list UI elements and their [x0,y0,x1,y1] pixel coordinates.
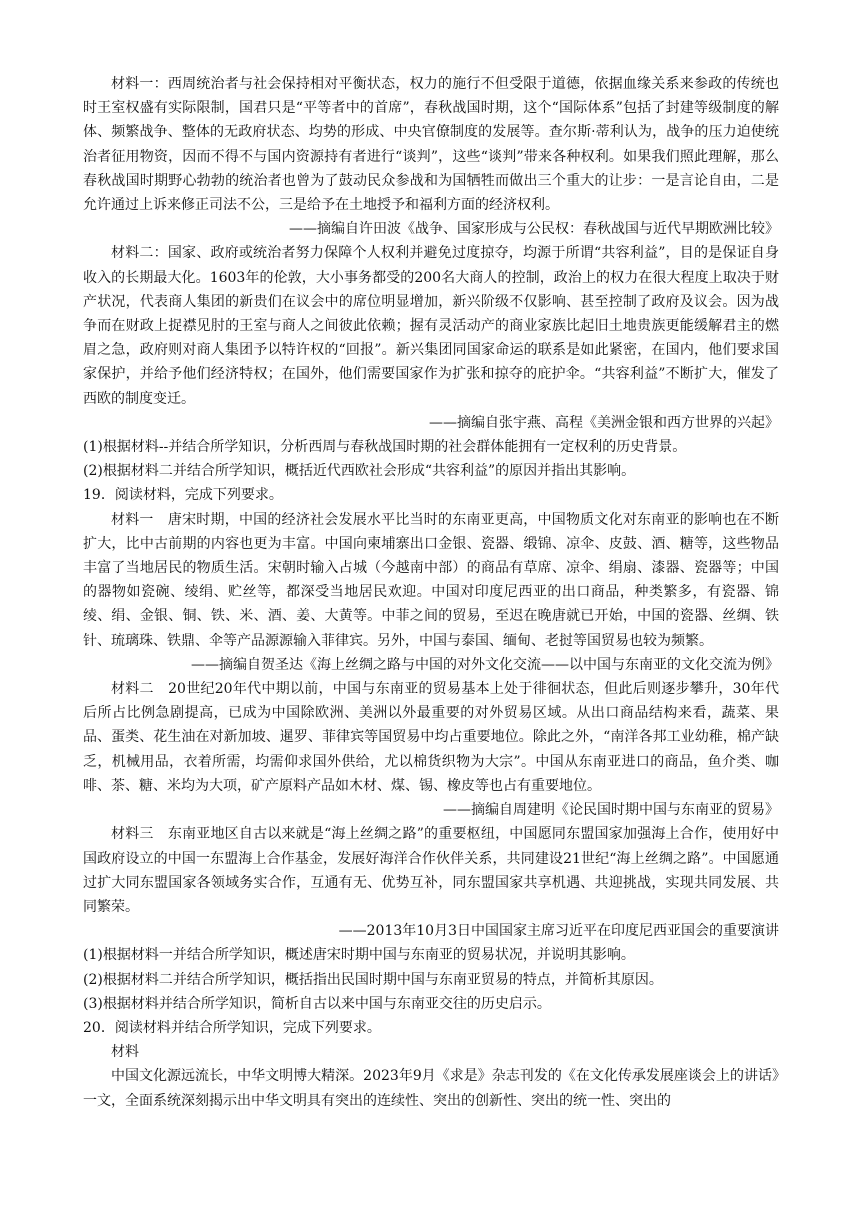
question-item: (2)根据材料二并结合所学知识，概括指出民国时期中国与东南亚贸易的特点，并简析其原因。 [83,971,663,988]
material-label: 材料 [111,1044,139,1061]
material-paragraph: 中国文化源远流长，中华文明博大精深。2023年9月《求是》杂志刊发的《在文化传承发展座谈会上的讲话》一文，全面系统深刻揭示出中华文明具有突出的连续性、突出的创新性、突出的统一性、突出的 [83,1068,779,1109]
material-paragraph: 材料一：西周统治者与社会保持相对平衡状态，权力的施行不但受限于道德，依据血缘关系来参政的传统也时王室权盛有实际限制，国君只是“平等者中的首席”，春秋战国时期，这个“国际体系”包括了封建等级制度的解体、频繁战争、整体的无政府状态、均势的形成、中央官僚制度的发展等。查尔斯·蒂利认为，战争的压力迫使统治者征用物资，因而不得不与国内资源持有者进行“谈判”，这些“谈判”带来各种权利。如果我们照此理解，那么春秋战国时期野心勃勃的统治者也曾为了鼓动民众参战和为国牺牲而做出三个重大的让步：一是言论自由，二是允许通过上诉来修正司法不公，三是给予在土地授予和福利方面的经济权利。 [83,76,779,214]
question-item: (1)根据材料--并结合所学知识，分析西周与春秋战国时期的社会群体能拥有一定权利的历史背景。 [83,439,687,456]
document-body [83,72,779,1113]
citation: ——摘编自许田波《战争、国家形成与公民权：春秋战国与近代早期欧洲比较》 [289,221,779,238]
question-item: (1)根据材料一并结合所学知识，概述唐宋时期中国与东南亚的贸易状况，并说明其影响。 [83,947,635,964]
material-paragraph: 材料一 唐宋时期，中国的经济社会发展水平比当时的东南亚更高，中国物质文化对东南亚的影响也在不断扩大，比中古前期的内容也更为丰富。中国向柬埔寨出口金银、瓷器、缎锦、凉伞、皮鼓、酒、糖等，这些物品丰富了当地居民的物质生活。宋朝时输入占城（今越南中部）的商品有草席、凉伞、绢扇、漆器、瓷器等；中国的器物如瓷碗、绫绢、贮丝等，都深受当地居民欢迎。中国对印度尼西亚的出口商品，种类繁多，有瓷器、锦绫、绢、金银、铜、铁、米、酒、姜、大黄等。中菲之间的贸易，至迟在晚唐就已开始，中国的瓷器、丝绸、铁针、琉璃珠、铁鼎、伞等产品源源输入菲律宾。另外，中国与泰国、缅甸、老挝等国贸易也较为频繁。 [83,511,779,649]
question-item: (2)根据材料二并结合所学知识，概括近代西欧社会形成“共容利益”的原因并指出其影响。 [83,463,636,480]
citation: ——摘编自贺圣达《海上丝绸之路与中国的对外文化交流——以中国与东南亚的文化交流为例》 [191,656,779,673]
material-paragraph: 材料二：国家、政府或统治者努力保障个人权利并避免过度掠夺，均源于所谓“共容利益”，目的是保证自身收入的长期最大化。1603年的伦敦，大小事务都受的200名大商人的控制，政治上的权力在很大程度上取决于财产状况，代表商人集团的新贵们在议会中的席位明显增加，新兴阶级不仅影响、甚至控制了政府及议会。因为战争而在财政上捉襟见肘的王室与商人之间彼此依赖；握有灵活动产的商业家族比起旧土地贵族更能缓解君主的燃眉之急，政府则对商人集团予以特许权的“回报”。新兴集团同国家命运的联系是如此紧密，在国内，他们要求国家保护，并给予他们经济特权；在国外，他们需要国家作为扩张和掠夺的庇护伞。“共容利益”不断扩大，催发了西欧的制度变迁。 [83,245,779,407]
material-paragraph: 材料三 东南亚地区自古以来就是“海上丝绸之路”的重要枢纽，中国愿同东盟国家加强海上合作，使用好中国政府设立的中国一东盟海上合作基金，发展好海洋合作伙伴关系，共同建设21世纪“海上丝绸之路”。中国愿通过扩大同东盟国家各领域务实合作，互通有无、优势互补，同东盟国家共享机遇、共迎挑战，实现共同发展、共同繁荣。 [83,826,779,915]
question-heading: 20．阅读材料并结合所学知识，完成下列要求。 [83,1019,381,1036]
question-heading: 19．阅读材料，完成下列要求。 [83,487,283,504]
citation: ——摘编自张宇燕、高程《美洲金银和西方世界的兴起》 [429,414,779,431]
question-item: (3)根据材料并结合所学知识，简析自古以来中国与东南亚交往的历史启示。 [83,995,551,1012]
citation: ——摘编自周建明《论民国时期中国与东南亚的贸易》 [443,802,779,819]
material-paragraph: 材料二 20世纪20年代中期以前，中国与东南亚的贸易基本上处于徘徊状态，但此后则逐步攀升，30年代后所占比例急剧提高，已成为中国除欧洲、美洲以外最重要的对外贸易区域。从出口商品结构来看，蔬菜、果品、蛋类、花生油在对新加坡、暹罗、菲律宾等国贸易中均占重要地位。除此之外，“南洋各邦工业幼稚，棉产缺乏，机械用品，衣着所需，均需仰求国外供给，尤以棉货织物为大宗”。中国从东南亚进口的商品，鱼介类、咖啡、茶、糖、米均为大项，矿产原料产品如木材、煤、锡、橡皮等也占有重要地位。 [83,681,779,794]
citation: ——2013年10月3日中国国家主席习近平在印度尼西亚国会的重要演讲 [338,923,779,940]
